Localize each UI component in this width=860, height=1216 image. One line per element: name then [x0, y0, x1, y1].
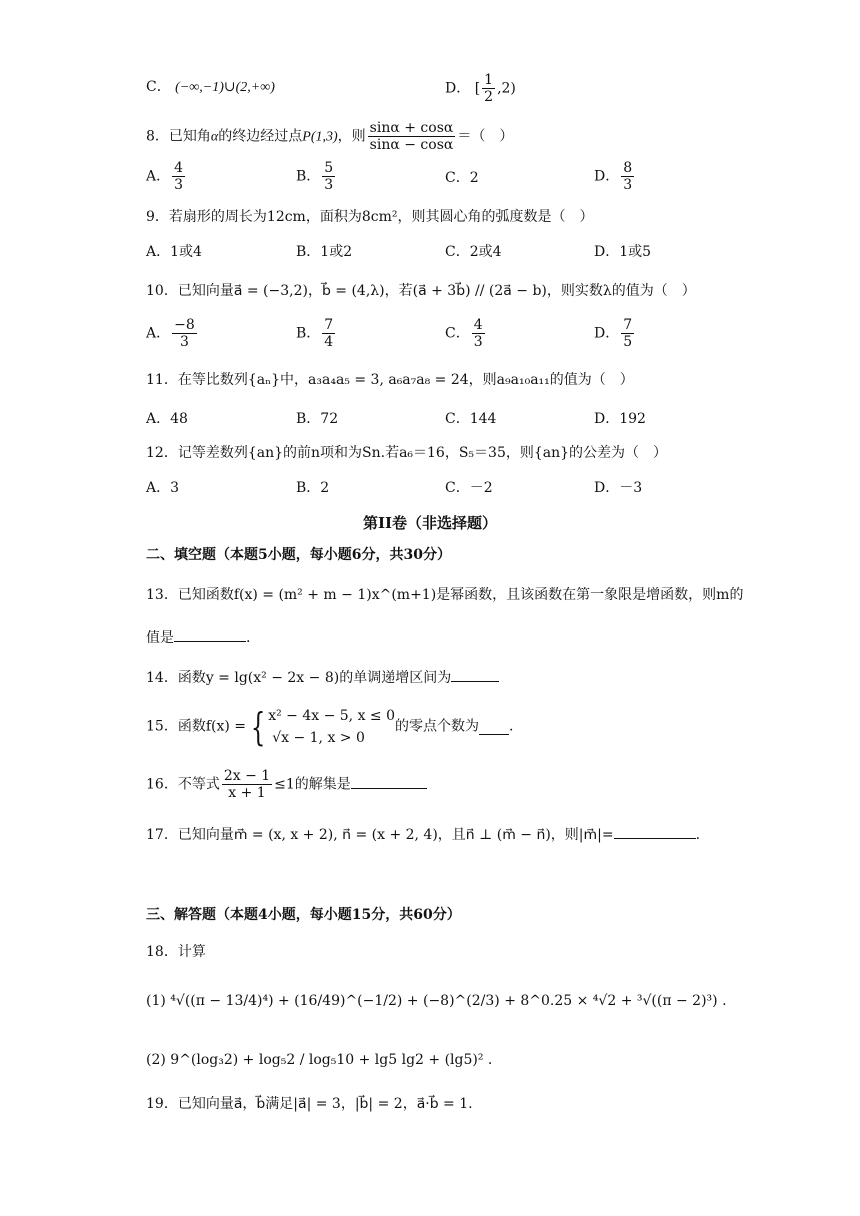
option-label: C． — [445, 170, 470, 186]
q13-stem-line2: 值是 . — [146, 627, 250, 647]
q17-answer-blank[interactable] — [614, 824, 696, 839]
frac-num: 2x − 1 — [223, 768, 271, 784]
option-frac — [322, 317, 335, 350]
q8-option-d[interactable] — [594, 160, 636, 193]
q10-option-c[interactable] — [445, 317, 487, 350]
q7-option-c[interactable] — [146, 79, 275, 97]
q12-option-a[interactable]: A．3 — [146, 480, 180, 496]
case-2: √x − 1, x > 0 — [272, 730, 365, 746]
fill-in-heading: 二、填空题（本题5小题，每小题6分，共30分） — [146, 547, 451, 563]
q7-option-d-close: ,2) — [497, 80, 516, 97]
option-frac — [472, 317, 485, 350]
q8-stem-mid: 的终边经过点 — [218, 128, 303, 145]
q15-answer-blank[interactable] — [479, 720, 509, 735]
frac-den: 3 — [324, 177, 334, 194]
q12-stem: 12．记等差数列{an}的前n项和为Sn.若a₆＝16，S₅＝35，则{an}的公差为（ ） — [146, 445, 668, 461]
q11-option-d[interactable]: D．192 — [594, 411, 646, 427]
q7-option-c-label: C． — [146, 79, 171, 95]
q18-part2: (2) 9^(log₃2) + log₅2 / log₅10 + lg5 lg2 + (lg5)² . — [146, 1052, 493, 1068]
frac-num: 5 — [324, 160, 334, 176]
frac-den: 3 — [623, 177, 633, 194]
option-label: C． — [445, 325, 470, 342]
q10-option-a[interactable] — [146, 317, 199, 350]
option-frac — [172, 160, 185, 193]
q11-stem: 11．在等比数列{aₙ}中，a₃a₄a₅ = 3, a₆a₇a₈ = 24，则a₉a₁₀a₁₁的值为（ ） — [146, 372, 634, 388]
q10-option-d[interactable] — [594, 317, 636, 350]
frac-den: sinα − cosα — [369, 137, 454, 154]
q7-option-d-frac — [482, 72, 495, 105]
q8-comma: ，则 — [337, 128, 366, 145]
frac-num: 4 — [174, 160, 184, 176]
q7-option-d-label: D． — [445, 80, 471, 97]
q11-option-a[interactable]: A．48 — [146, 411, 188, 427]
frac-num: 4 — [473, 317, 483, 333]
section-ii-title: 第II卷（非选择题） — [362, 514, 498, 532]
frac-num: −8 — [174, 317, 195, 333]
option-frac — [172, 317, 197, 350]
q10-stem: 10．已知向量a⃗ = (−3,2)，b⃗ = (4,λ)，若(a⃗ + 3b⃗) // (2a⃗ − b)，则实数λ的值为（ ） — [146, 283, 696, 299]
q19-stem: 19．已知向量a⃗，b⃗满足|a⃗| = 3，|b⃗| = 2，a⃗·b⃗ = 1. — [146, 1096, 473, 1112]
q16-stem — [146, 768, 427, 801]
q8-stem — [146, 120, 513, 153]
q8-frac — [368, 120, 456, 153]
q16-pre: 16．不等式 — [146, 776, 220, 793]
q9-stem: 9．若扇形的周长为12cm，面积为8cm²，则其圆心角的弧度数是（ ） — [146, 209, 594, 225]
q15-post: 的零点个数为 — [395, 718, 480, 735]
option-label: B． — [296, 325, 321, 342]
frac-den: 3 — [174, 177, 184, 194]
q9-option-d[interactable]: D．1或5 — [594, 244, 652, 260]
answer-heading: 三、解答题（本题4小题，每小题15分，共60分） — [146, 907, 461, 923]
frac-den: x + 1 — [228, 785, 266, 802]
q13-line2-text: 值是 — [146, 630, 174, 646]
q8-alpha: α — [210, 129, 219, 145]
q15-stem: 15．函数f(x) = { x² − 4x − 5, x ≤ 0 √x − 1, x > 0 的零点个数为 . — [146, 705, 514, 749]
frac-num: 1 — [484, 72, 494, 88]
q8-option-c[interactable] — [445, 170, 479, 187]
option-frac — [621, 317, 634, 350]
q18-part1: (1) ⁴√((π − 13/4)⁴) + (16/49)^(−1/2) + (−8)^(2/3) + 8^0.25 × ⁴√2 + ³√((π − 2)³) . — [146, 993, 727, 1009]
option-label: A． — [146, 168, 171, 185]
frac-den: 4 — [324, 334, 334, 351]
q8-stem-pre: 8．已知角 — [146, 128, 211, 145]
q11-option-b[interactable]: B．72 — [296, 411, 339, 427]
option-frac — [621, 160, 634, 193]
option-label: A． — [146, 325, 171, 342]
q8-option-a[interactable] — [146, 160, 187, 193]
q15-pre: 15．函数f(x) = — [146, 718, 246, 735]
q11-option-c[interactable]: C．144 — [445, 411, 497, 427]
q7-option-c-expr: (−∞,−1)∪(2,+∞) — [175, 80, 275, 95]
q7-option-d[interactable] — [445, 72, 516, 105]
piecewise-cases — [268, 705, 395, 749]
q16-frac — [222, 768, 272, 801]
piecewise-brace: { — [250, 705, 266, 749]
q16-post: ≤1的解集是 — [274, 776, 351, 793]
frac-den: 3 — [473, 334, 483, 351]
option-label: D． — [594, 168, 620, 185]
q17-stem: 17．已知向量m⃗ = (x, x + 2), n⃗ = (x + 2, 4)，且n⃗ ⊥ (m⃗ − n⃗)，则|m⃗|= . — [146, 824, 700, 844]
option-label: B． — [296, 168, 321, 185]
option-value: 2 — [469, 170, 479, 186]
q14-answer-blank[interactable] — [451, 667, 499, 682]
q9-option-b[interactable]: B．1或2 — [296, 244, 353, 260]
q13-answer-blank[interactable] — [174, 627, 246, 642]
q17-text: 17．已知向量m⃗ = (x, x + 2), n⃗ = (x + 2, 4)，且n⃗ ⊥ (m⃗ − n⃗)，则|m⃗|= — [146, 827, 614, 843]
frac-num: sinα + cosα — [369, 120, 454, 136]
option-frac — [322, 160, 335, 193]
q7-option-d-open: [ — [474, 80, 481, 97]
frac-den: 2 — [484, 89, 494, 106]
q16-answer-blank[interactable] — [351, 774, 427, 789]
q10-option-b[interactable] — [296, 317, 337, 350]
q9-option-a[interactable]: A．1或4 — [146, 244, 202, 260]
q12-option-d[interactable]: D．－3 — [594, 480, 643, 496]
q14-stem — [146, 667, 499, 687]
q8-option-b[interactable] — [296, 160, 337, 193]
case-1: x² − 4x − 5, x ≤ 0 — [268, 708, 396, 724]
q8-point: P(1,3) — [302, 129, 338, 145]
q18-stem: 18．计算 — [146, 944, 206, 960]
q14-text: 14．函数y = lg(x² − 2x − 8)的单调递增区间为 — [146, 670, 452, 686]
q8-stem-post: ＝（ ） — [457, 128, 514, 145]
frac-num: 8 — [623, 160, 633, 176]
q13-stem-line1: 13．已知函数f(x) = (m² + m − 1)x^(m+1)是幂函数，且该函数在第一象限是增函数，则m的 — [146, 587, 744, 603]
frac-num: 7 — [324, 317, 334, 333]
frac-den: 3 — [179, 334, 189, 351]
q12-option-c[interactable]: C．－2 — [445, 480, 493, 496]
q9-option-c[interactable]: C．2或4 — [445, 244, 502, 260]
frac-den: 5 — [623, 334, 633, 351]
frac-num: 7 — [623, 317, 633, 333]
option-label: D． — [594, 325, 620, 342]
q12-option-b[interactable]: B．2 — [296, 480, 330, 496]
